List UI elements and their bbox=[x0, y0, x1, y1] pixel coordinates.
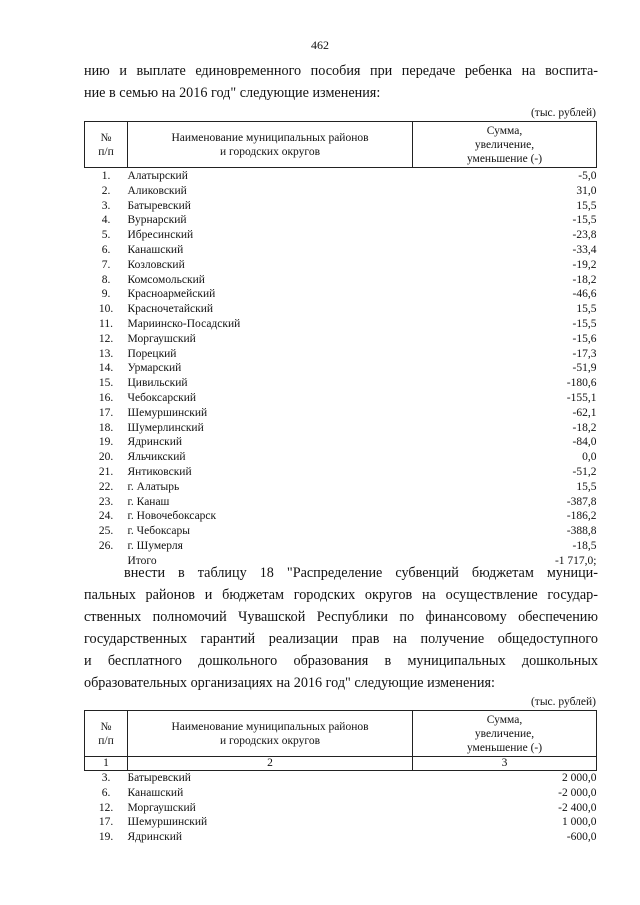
paragraph-line: нию и выплате единовременного пособия при передаче ребенка на воспита- bbox=[84, 63, 598, 79]
header-num: № п/п bbox=[85, 711, 128, 757]
table-row: 12. Моргаушский -2 400,0 bbox=[98, 801, 597, 814]
header-name: Наименование муниципальных районов и городских округов bbox=[128, 122, 413, 168]
header-name: Наименование муниципальных районов и городских округов bbox=[128, 711, 413, 757]
intro-paragraph bbox=[84, 60, 598, 104]
table-row: 17. Шемуршинский -62,1 bbox=[98, 406, 597, 419]
table-row: 4. Вурнарский -15,5 bbox=[101, 214, 597, 227]
table-row: 25. г. Чебоксары -388,8 bbox=[98, 525, 597, 538]
table-row: 6. Канашский -33,4 bbox=[101, 243, 597, 256]
paragraph-line: пальных районов и бюджетам городских округов на осуществление государ- bbox=[84, 587, 598, 603]
table2-unit: (тыс. рублей) bbox=[530, 696, 596, 708]
table-row: 13. Порецкий -17,3 bbox=[98, 347, 597, 360]
paragraph-line: ственных полномочий Чувашской Республики по финансовому обеспечению bbox=[84, 609, 598, 625]
table-row: 15. Цивильский -180,6 bbox=[98, 377, 597, 390]
header-num: № п/п bbox=[85, 122, 128, 168]
table-row: 9. Красноармейский -46,6 bbox=[101, 288, 597, 301]
table-row: 14. Урмарский -51,9 bbox=[98, 362, 597, 375]
table-row: 19. Ядринский -600,0 bbox=[98, 831, 597, 844]
table-row: 2. Аликовский 31,0 bbox=[101, 184, 597, 197]
table-row: 5. Ибресинский -23,8 bbox=[101, 229, 597, 242]
table-row: 12. Моргаушский -15,6 bbox=[98, 332, 597, 345]
table1-unit: (тыс. рублей) bbox=[530, 107, 596, 119]
table-row: 26. г. Шумерля -18,5 bbox=[98, 539, 597, 552]
table-row: 10. Красночетайский 15,5 bbox=[98, 303, 597, 316]
column-number-row: 1 2 3 bbox=[85, 757, 597, 771]
table-row: 19. Ядринский -84,0 bbox=[98, 436, 597, 449]
page-number: 462 bbox=[311, 38, 329, 52]
table-row: 18. Шумерлинский -18,2 bbox=[98, 421, 597, 434]
table-row: 23. г. Канаш -387,8 bbox=[98, 495, 597, 508]
table-row: 8. Комсомольский -18,2 bbox=[101, 273, 597, 286]
table-row: 3. Батыревский 15,5 bbox=[101, 199, 597, 212]
table-row: 6. Канашский -2 000,0 bbox=[101, 786, 597, 799]
table-row: 22. г. Алатырь 15,5 bbox=[98, 480, 597, 493]
total-row: Итого -1 717,0; bbox=[127, 554, 597, 567]
second-paragraph bbox=[84, 562, 598, 694]
header-sum: Сумма, увеличение, уменьшение (-) bbox=[413, 122, 597, 168]
table2 bbox=[84, 710, 597, 845]
table-row: 11. Мариинско-Посадский -15,5 bbox=[99, 317, 597, 330]
table1 bbox=[84, 121, 597, 569]
table-row: 21. Янтиковский -51,2 bbox=[98, 465, 597, 478]
paragraph-line: внести в таблицу 18 "Распределение субвенций бюджетам муници- bbox=[124, 565, 598, 581]
paragraph-line: государственных гарантий реализации прав на получение общедоступного bbox=[84, 631, 598, 647]
table-row: 1. Алатырский -5,0 bbox=[101, 170, 597, 182]
paragraph-line: и бесплатного дошкольного образования в муниципальных дошкольных bbox=[84, 653, 598, 669]
table-row: 7. Козловский -19,2 bbox=[101, 258, 597, 271]
table-row: 16. Чебоксарский -155,1 bbox=[98, 391, 597, 404]
table-row: 17. Шемуршинский 1 000,0 bbox=[98, 816, 597, 829]
table-row: 20. Яльчикский 0,0 bbox=[98, 451, 597, 464]
header-sum: Сумма, увеличение, уменьшение (-) bbox=[413, 711, 597, 757]
table-row: 24. г. Новочебоксарск -186,2 bbox=[98, 510, 597, 523]
paragraph-line: ние в семью на 2016 год" следующие изменения: bbox=[84, 85, 381, 101]
table-row: 3. Батыревский 2 000,0 bbox=[101, 772, 597, 784]
paragraph-line: образовательных организациях на 2016 год" следующие изменения: bbox=[84, 675, 495, 691]
